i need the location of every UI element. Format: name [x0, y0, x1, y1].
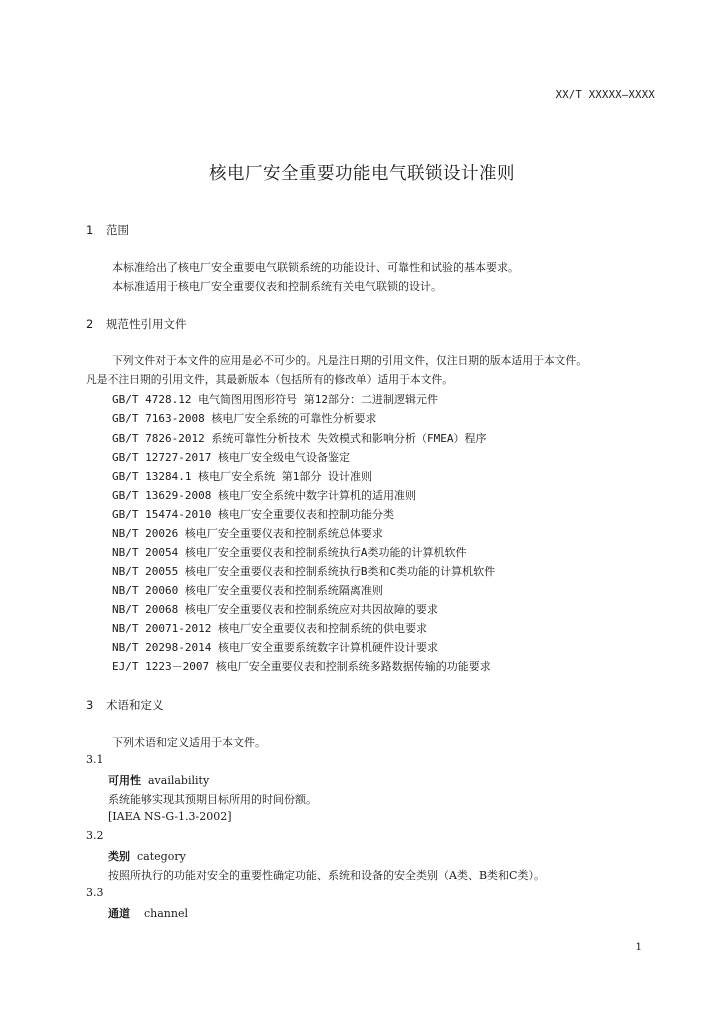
reference-item: EJ/T 1223－2007 核电厂安全重要仪表和控制系统多路数据传输的功能要求 [112, 660, 491, 673]
term-entry [108, 905, 188, 921]
reference-item: GB/T 7826-2012 系统可靠性分析技术 失效模式和影响分析（FMEA）程序 [112, 432, 487, 445]
reference-item: NB/T 20068 核电厂安全重要仪表和控制系统应对共因故障的要求 [112, 603, 438, 616]
paragraph: 本标准适用于核电厂安全重要仪表和控制系统有关电气联锁的设计。 [112, 280, 442, 293]
reference-item: GB/T 4728.12 电气简图用图形符号 第12部分：二进制逻辑元件 [112, 393, 438, 406]
reference-item: GB/T 13629-2008 核电厂安全系统中数字计算机的适用准则 [112, 489, 416, 502]
term-number: 3.1 [86, 753, 104, 766]
paragraph: 凡是不注日期的引用文件，其最新版本（包括所有的修改单）适用于本文件。 [86, 373, 454, 386]
section-number: 3 [86, 698, 94, 712]
standard-number: XX/T XXXXX—XXXX [555, 89, 655, 101]
reference-item: GB/T 7163-2008 核电厂安全系统的可靠性分析要求 [112, 412, 377, 425]
paragraph: 下列文件对于本文件的应用是必不可少的。凡是注日期的引用文件，仅注日期的版本适用于本文件。 [112, 354, 588, 367]
section-number: 2 [86, 317, 94, 331]
section-2-heading [86, 316, 187, 332]
term-english: channel [144, 907, 188, 920]
reference-item: NB/T 20060 核电厂安全重要仪表和控制系统隔离准则 [112, 584, 383, 597]
term-source: [IAEA NS-G-1.3-2002] [108, 810, 232, 823]
reference-item: NB/T 20054 核电厂安全重要仪表和控制系统执行A类功能的计算机软件 [112, 546, 467, 559]
reference-item: NB/T 20298-2014 核电厂安全重要系统数字计算机硬件设计要求 [112, 641, 438, 654]
reference-item: NB/T 20055 核电厂安全重要仪表和控制系统执行B类和C类功能的计算机软件 [112, 565, 496, 578]
term-entry [108, 772, 209, 788]
term-english: availability [148, 774, 210, 787]
paragraph: 本标准给出了核电厂安全重要电气联锁系统的功能设计、可靠性和试验的基本要求。 [112, 261, 519, 274]
term-entry [108, 848, 186, 864]
term-number: 3.2 [86, 829, 104, 842]
section-title: 规范性引用文件 [106, 317, 187, 331]
section-title: 范围 [106, 223, 129, 237]
term-english: category [137, 850, 186, 863]
section-1-heading [86, 222, 129, 238]
term-definition: 按照所执行的功能对安全的重要性确定功能、系统和设备的安全类别（A类、B类和C类）。 [108, 869, 545, 882]
reference-item: GB/T 13284.1 核电厂安全系统 第1部分 设计准则 [112, 470, 372, 483]
term-definition: 系统能够实现其预期目标所用的时间份额。 [108, 793, 317, 806]
section-number: 1 [86, 223, 94, 237]
reference-item: GB/T 12727-2017 核电厂安全级电气设备鉴定 [112, 451, 350, 464]
section-3-heading [86, 697, 164, 713]
section-title: 术语和定义 [106, 698, 164, 712]
page-number: 1 [635, 941, 642, 953]
term-chinese: 通道 [108, 907, 130, 920]
term-chinese: 类别 [108, 850, 130, 863]
reference-item: NB/T 20071-2012 核电厂安全重要仪表和控制系统的供电要求 [112, 622, 427, 635]
document-title: 核电厂安全重要功能电气联锁设计准则 [209, 164, 515, 184]
paragraph: 下列术语和定义适用于本文件。 [112, 736, 266, 749]
reference-item: NB/T 20026 核电厂安全重要仪表和控制系统总体要求 [112, 527, 383, 540]
reference-item: GB/T 15474-2010 核电厂安全重要仪表和控制功能分类 [112, 508, 394, 521]
term-number: 3.3 [86, 886, 104, 899]
term-chinese: 可用性 [108, 774, 141, 787]
